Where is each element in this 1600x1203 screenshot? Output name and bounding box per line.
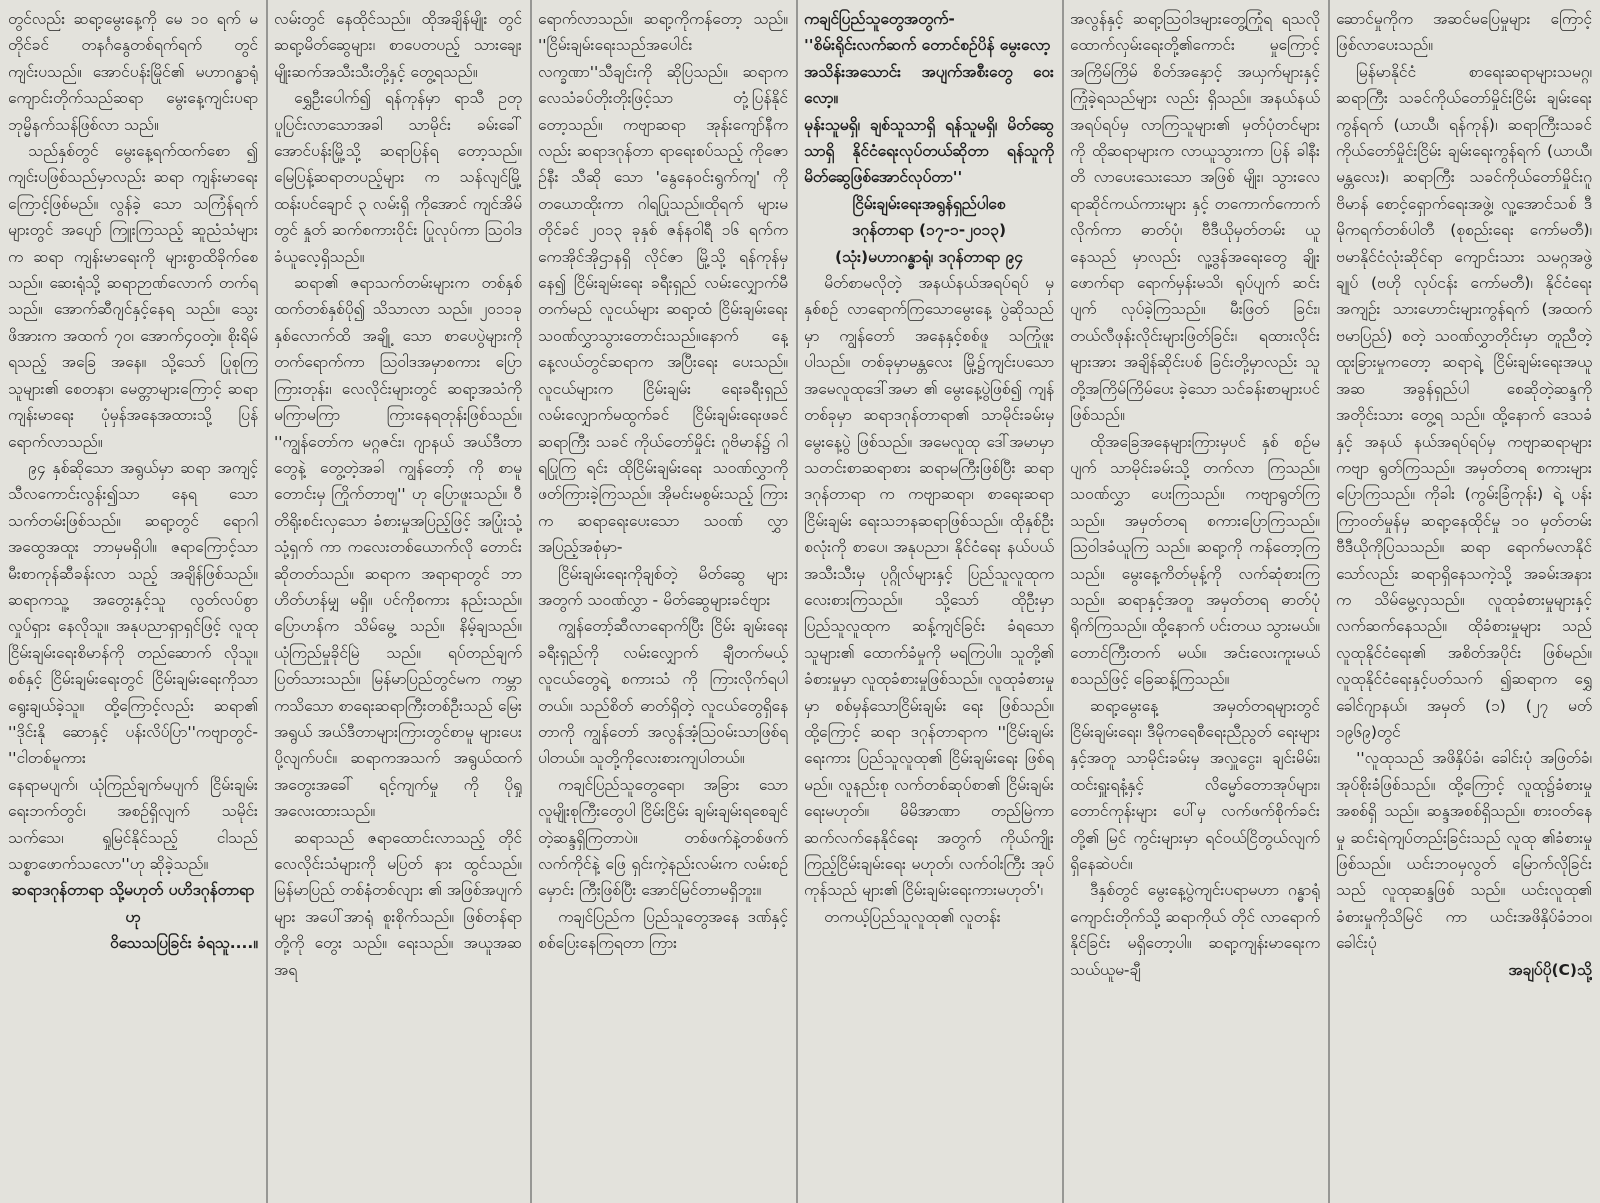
- paragraph: ဆောင်မှုကိုက အဆင်မပြေမှုများ ကြောင့်ဖြစ်လာပေးသည်။: [1336, 10, 1592, 55]
- paragraph: ''လူထုသည် အဖိနှိပ်ခံ၊ ခေါင်းပုံ အဖြတ်ခံ၊ အုပ်စိုးခံဖြစ်သည်။ ထို့ကြောင့် လူထု၌ခံစားမှု အစစ်ရှိ သည်။ ဆန္ဒအစစ်ရှိသည်။ စားဝတ်နေ မှု ဆင်းရဲကျပ်တည်းခြင်းသည် လူထု ၏ခံစားမှုဖြစ်သည်။ ယင်းဘဝမှလွတ် မြောက်လိုခြင်းသည် လူထုဆန္ဒဖြစ် သည်။ ယင်းလူထု၏ ခံစားမှုကိုသိမြင် ကာ ယင်းအဖိနှိပ်ခံဘဝ၊ ခေါင်းပုံ: [1336, 749, 1592, 953]
- column-divider: [1062, 0, 1064, 1203]
- paragraph: တကယ့်ပြည်သူလူထု၏ လူတန်း: [824, 907, 1001, 926]
- text-column-4: [804, 6, 1054, 1196]
- text-column-2: [274, 6, 522, 1196]
- column-heading: ငြိမ်းချမ်းရေးအရွန်ရှည်ပါစေ: [852, 194, 1006, 213]
- paragraph: ဒီနှစ်တွင် မွေးနေ့ပွဲကျင်းပရာမဟာ ဂန္ဓာရုံကျောင်းတိုက်သို့ ဆရာကိုယ် တိုင် လာရောက်နိုင်ခြင်း မရှိတော့ပါ။ ဆရာ့ကျန်းမာရေးက သယ်ယူမ-ချီ: [1070, 881, 1320, 979]
- paragraph: လမ်းတွင် နေထိုင်သည်။ ထိုအချိန်မျိုး တွင် ဆရာ့မိတ်ဆွေများ၊ စာပေတပည့် သားချေး မျိုးဆက်အသီးသီးတို့နှင့် တွေ့ရသည်။: [274, 10, 522, 81]
- column-heading: မုန်းသူမရှိ၊ ချစ်သူသာရှိ ရန်သူမရှိ၊ မိတ်ဆွေသာရှိ နိုင်ငံရေးလုပ်တယ်ဆိုတာ ရန်သူကိုမိတ်ဆွေဖြစ်အောင်လုပ်တာ'': [804, 115, 1054, 187]
- paragraph: တွင်လည်း ဆရာ့မွေးနေ့ကို မေ ၁၀ ရက် မတိုင်ခင် တနင်္ဂနွေတစ်ရက်ရက် တွင် ကျင်းပသည်။ အောင်ပန်းမြိုင်၏ မဟာဂန္ဓာရုံကျောင်းတိုက်သည်ဆရာ မွေးနေ့ကျင်းပရာ ဘုမ္မိနက်သန်ဖြစ်လာ သည်။: [8, 10, 258, 134]
- column-divider: [530, 0, 532, 1203]
- column-heading: အသိန်းအသောင်း အပျက်အစီးတွေ ဝေးလော့။: [804, 62, 1054, 108]
- paragraph: ဆရာသည် ဇရာထောင်းလာသည့် တိုင် လေလိုင်းသံများကို မပြတ် နား ထွင်သည်။ မြန်မာပြည် တစ်နံတစ်လျား ၏ အဖြစ်အပျက်များ အပေါ်အာရုံ စူးစိုက်သည်။ ဖြစ်တန်ရာတို့ကို တွေး သည်။ ရေးသည်။ အယူအဆအရ: [274, 828, 522, 979]
- column-divider: [1328, 0, 1330, 1203]
- paragraph: ရောက်လာသည်။ ဆရာ့ကိုကန်တော့ သည်။ ''ငြိမ်းချမ်းရေးသည်အပေါင်း လက္ခဏာ''သီချင်းကို ဆိုပြသည်။ ဆရာက လေသံခပ်တိုးတိုးဖြင့်သာ တုံ့ပြန်နိုင်တော့သည်။ ကဗျာဆရာ အုန်းကျော်နီကလည်း ဆရာဒဂုန်တာ ရာရေးစပ်သည့် ကိုဇောဉ်နီး သီဆို သော 'နွေနေဝင်းရွက်ကျ' ကို တယောထိုးကာ ဂါရပြုသည်။ထိုရက် များမတိုင်ခင် ၂၀၁၃ ခုနှစ် ဇန်နဝါရီ ၁၆ ရက်က ကေအိုင်အိုဌာနရှိ လိုင်ဇာ မြို့သို့ ရန်ကုန်မှနေ၍ ငြိမ်းချမ်းရေး ခရီးရှည် လမ်းလျှောက်မီတက်မည် လူငယ်များ ဆရာ့ထံ ငြိမ်းချမ်းရေး သဝဏ်လွှာသွားတောင်းသည်။နောက် နေ့ နေ့လယ်တွင်ဆရာက အပြီးရေး ပေးသည်။ လူငယ်များက ငြိမ်းချမ်း ရေးခရီးရှည် လမ်းလျှောက်မထွက်ခင် ငြိမ်းချမ်းရေးဖခင်ဆရာကြီး သခင် ကိုယ်တော်မှိုင်း ဂူဗိမာန်၌ ဂါရပြုကြ ရင်း ထိုငြိမ်းချမ်းရေး သဝဏ်လွှာကို ဖတ်ကြားခဲ့ကြသည်။ အိုမင်းမစွမ်းသည့် ကြားက ဆရာရေးပေးသော သဝဏ် လွှာအပြည့်အစုံမှာ-: [538, 10, 788, 557]
- text-column-5: [1070, 6, 1320, 1196]
- paragraph: ထိုအခြေအနေများကြားမှပင် နှစ် စဉ်မပျက် သာမိုင်းခမ်းသို့ တက်လာ ကြသည်။ သဝဏ်လွှာ ပေးကြသည်။ ကဗျာရွတ်ကြသည်။ အမှတ်တရ စကားပြောကြသည်။ ဩဝါဒခံယူကြ သည်။ ဆရာ့ကို ကန်တော့ကြသည်။ မွေးနေ့ကိတ်မုန့်ကို လက်ဆုံစားကြ သည်။ ဆရာနှင့်အတူ အမှတ်တရ ဓာတ်ပုံ ရိုက်ကြသည်။ ထို့နောက် ပင်းတယ သွားမယ်။ တောင်ကြီးတက် မယ်။ အင်းလေးကူးမယ် စသည်ဖြင့် ခြေဆန့်ကြသည်။: [1070, 432, 1320, 689]
- paragraph: ကျွန်တော့်ဆီလာရောက်ပြီး ငြိမ်း ချမ်းရေးခရီးရှည်ကို လမ်းလျှောက် ချီတက်မယ့် လူငယ်တွေရဲ့ စကားသံ ကို ကြားလိုက်ရပါတယ်။ သည်စိတ် ဓာတ်ရှိတဲ့ လူငယ်တွေရှိနေတာကို ကျွန်တော် အလွန်အံ့သြဝမ်းသာဖြစ်ရ ပါတယ်။ သူတို့ကိုလေးစားကျပါတယ်။: [538, 617, 788, 768]
- paragraph: ၉၄ နှစ်ဆိုသော အရွယ်မှာ ဆရာ အကျင့်သီလကောင်းလွန်း၍သာ နေရ သောသက်တမ်းဖြစ်သည်။ ဆရာ့တွင် ရောဂါ အထွေအထူး ဘာမှမရှိပါ။ ဇရာကြောင့်သာ မီးစာကုန်ဆီခန်းလာ သည့် အချိန်ဖြစ်သည်။ ဆရာကသူ့ အတွေးနှင့်သူ လွတ်လပ်စွာ လှုပ်ရှား နေလိုသူ။ အနုပညာရှာရှင်ဖြင့် လူထု ငြိမ်းချမ်းရေးစိမာန်ကို တည်ဆောက် လိုသူ။ စစ်နှင့် ငြိမ်းချမ်းရေးတွင် ငြိမ်းချမ်းရေးကိုသာ ရွေးချယ်ခဲ့သူ။ ထို့ကြောင့်လည်း ဆရာ၏ ''ဒိုင်းနို ဆောနှင့် ပန်းလိပ်ပြာ''ကဗျာတွင်- ''ငါတစ်မူကား: [8, 458, 258, 768]
- column-divider: [796, 0, 798, 1203]
- column-heading: ဝိသေသပြခြင်း ခံရသူ....။: [109, 934, 258, 953]
- paragraph: မိတ်စာမလိုတဲ့ အနယ်နယ်အရပ်ရပ် မှ နှစ်စဉ် လာရောက်ကြသောမွေးနေ့ ပွဲဆိုသည်မှာ ကျွန်တော် အနေနှင့်စစ်ဖူ သကြုံဖူးပါသည်။ တစ်ခုမှာမန္တလေး မြို့၌ကျင်းပသော အမေလူထုဒေါ်အမာ ၏ မွေးနေ့ပွဲဖြစ်၍ ကျန်တစ်ခုမှာ ဆရာဒဂုန်တာရာ၏ သာမိုင်းခမ်းမှ မွေးနေ့ပွဲ ဖြစ်သည်။ အမေလူထု ဒေါ်အမာမှာ သတင်းစာဆရာစား ဆရာမကြီးဖြစ်ပြီး ဆရာဒဂုန်တာရာ က ကဗျာဆရာ၊ စာရေးဆရာငြိမ်းချမ်း ရေးသဘနဆရာဖြစ်သည်။ ထိုနှစ်ဦး စလုံးကို စာပေ၊ အနုပညာ၊ နိုင်ငံရေး နယ်ပယ်အသီးသီးမှ ပုဂ္ဂိုလ်များနှင့် ပြည်သူလူထုက လေးစားကြသည်။ သို့သော် ထိုဦးမှာ ပြည်သူလူထုက ဆန့်ကျင်ခြင်း ခံရသောသူများ၏ ထောက်ခံမှုကို မရကြပါ။ သူတို့၏ ခံစားမှုမှာ လူထုခံစားမှုဖြစ်သည်။ လူထုခံစားမှုမှာ စစ်မှန်သောငြိမ်းချမ်း ရေး ဖြစ်သည်။ ထို့ကြောင့် ဆရာ ဒဂုန်တာရာက ''ငြိမ်းချမ်းရေးကား ပြည်သူလူထု၏ ငြိမ်းချမ်းရေး ဖြစ်ရ မည်။ လူနည်းစု လက်တစ်ဆုပ်စာ၏ ငြိမ်းချမ်းရေးမဟုတ်။ မိမိအာဏာ တည်မြဲကာ ဆက်လက်နေနိုင်ရေး အတွက် ကိုယ်ကျိုးကြည့်ငြိမ်းချမ်းရေး မဟုတ်၊ လက်ဝါးကြီး အုပ်ကုန်သည် များ၏ ငြိမ်းချမ်းရေးကားမဟုတ်'၊: [804, 274, 1054, 900]
- column-heading: ဆရာဒဂုန်တာရာ သို့မဟုတ် ပဟိဒဂုန်တာရာဟု: [11, 881, 255, 926]
- paragraph: သည်နှစ်တွင် မွေးနေ့ရက်ထက်စော ၍ ကျင်းပဖြစ်သည်မှာလည်း ဆရာ ကျန်းမာရေးကြောင့်ဖြစ်မည်။ လွန်ခဲ့ သော သကြံန်ရက်များတွင် အပျော် ကြူးကြသည့် ဆူညံသံများက ဆရာ ကျန်းမာရေးကို များစွာထိခိုက်စေ သည်။ ဆေးရုံသို့ ဆရာဉာဏ်လောက် တက်ရသည်။ အောက်ဆီဂျင်နှင့်နေရ သည်။ သွေးဖိအားက အထက် ၇၀၊ အောက်၄၀တဲ့။ စိုးရိမ်ရသည့် အခြေ အနေ။ သို့သော် ပြုစုကြသူများ၏ စေတနာ၊ မေတ္တာများကြောင့် ဆရာ ကျန်းမာရေး ပုံမှန်အနေအထားသို့ ပြန်ရောက်လာသည်။: [8, 142, 258, 451]
- paragraph: ကချင်ပြည်က ပြည်သူတွေအနေ ဒဏ်နှင့် စစ်ပြေးနေကြရတာ ကြား: [538, 907, 788, 953]
- column-divider: [266, 0, 268, 1203]
- paragraph: ငြိမ်းချမ်းရေးကိုချစ်တဲ့ မိတ်ဆွေ များအတွက် သဝဏ်လွှာ - မိတ်ဆွေများခင်ဗျား: [538, 564, 788, 609]
- paragraph: ကချင်ပြည်သူတွေရော၊ အခြား သော လူမျိုးစုကြီးတွေပါ ငြိမ်းငြိမ်း ချမ်းချမ်းရစေချင်တဲ့ဆန္ဒရှိကြတာပဲ။ တစ်ဖက်နဲ့တစ်ဖက် လက်ကိုင်နဲ့ ဖြေ ရှင်းကဲ့နည်းလမ်းက လမ်းစဉ်မှောင်း ကြီးဖြစ်ပြီး အောင်မြင်တာမရှိဘူး။: [538, 775, 788, 900]
- column-heading: (သုံး)မဟာဂန္ဓာရုံ၊ ဒဂုန်တာရာ ၉၄: [835, 247, 1023, 266]
- column-heading: ''စိမ်းရိုင်းလက်ဆက် တောင်စဉ်ပိန် မွေးလော့: [804, 36, 1051, 55]
- paragraph: ဆရာ့မွေးနေ့ အမှတ်တရများတွင် ငြိမ်းချမ်းရေး၊ ဒီမိုကရေစီရေးညီညွတ် ရေးများနှင့်အတူ သာမိုင်းခမ်းမှ အလှူငွေး၊ ချင်းမိမ်း၊ ထင်းရှူးရနံ့နှင့် လိမ္မော်တောအုပ်များ၊ တောင်ကုန်းများ ပေါ်မှ လက်ဖက်စိုက်ခင်းတို့၏ မြင် ကွင်းများမှာ ရင်ဝယ်ငြိတွယ်လျက် ရှိနေဆဲပင်။: [1070, 696, 1320, 873]
- text-column-3: [538, 6, 788, 1196]
- column-heading: ကချင်ပြည်သူတွေအတွက်-: [804, 10, 955, 28]
- text-column-6: [1336, 6, 1592, 1196]
- text-column-1: [8, 6, 258, 1196]
- paragraph: နေရာမပျက်၊ ယုံကြည်ချက်မပျက် ငြိမ်းချမ်းရေးဘက်တွင်၊ အစဉ်ရှိလျက် သမိုင်းသက်သေ၊ ရှုမြင်နိုင်သည့် ငါသည် သစ္စာဖောက်သလော''ဟု ဆိုခဲ့သည်။: [8, 775, 258, 873]
- paragraph: မြန်မာနိုင်ငံ စာရေးဆရာများသမဂ္ဂ၊ ဆရာကြီး သခင်ကိုယ်တော်မှိုင်းငြိမ်း ချမ်းရေးကွန်ရက် (ယာယီ၊ ရန်ကုန်)၊ ဆရာကြီးသခင် ကိုယ်တော်မှိုင်းငြိမ်း ချမ်းရေးကွန်ရက် (ယာယီ၊ မန္တလေး)၊ ဆရာကြီး သခင်ကိုယ်တော်မှိုင်းဂူဗိမာန် စောင့်ရှောက်ရေးအဖွဲ့၊ လူ့အောင်သစ် ဒီမိုကရက်တစ်ပါတီ (စုစည်းရေး ကော်မတီ)၊ ဗမာနိုင်ငံလုံးဆိုင်ရာ ကျောင်းသား သမဂ္ဂအဖွဲ့ချုပ် (ဗဟို လုပ်ငန်း ကော်မတီ)၊ နိုင်ငံရေးအကျဉ်း သားဟောင်းများကွန်ရက် (အထက် ဗမာပြည်) စတဲ့ သဝဏ်လွှာတိုင်းမှာ တူညီတဲ့ထူးခြားမှုကတော့ ဆရာရဲ့ ငြိမ်းချမ်းရေးအယူအဆ အခွန်ရှည်ပါ စေဆိုတဲ့ဆန္ဒကို အတိုင်းသား တွေ့ရ သည်။ ထို့နောက် ဒေသခံနှင့် အနယ် နယ်အရပ်ရပ်မှ ကဗျာဆရာများကဗျာ ရွတ်ကြသည်။ အမှတ်တရ စကားများ ပြောကြသည်။ ကိုခါး (ကွမ်းခြံကုန်း) ရဲ့ ပန်းကြာဝတ်မှုန်မှ ဆရာ့နေထိုင်မှု ၁၀ မှတ်တမ်း ဗီဒီယိုကိုပြသသည်။ ဆရာ ရောက်မလာနိုင်သော်လည်း ဆရာရှိနေသကဲ့သို့ အခမ်းအနားက သိမ်မွေ့လှသည်။ လူထုခံစားမှုများနှင့် လက်ဆက်နေသည်။ ထိုခံစားမှုများ သည် လူထုနိုင်ငံရေး၏ အစိတ်အပိုင်း ဖြစ်မည်။ လူထုနိုင်ငံရေးနှင့်ပတ်သက် ၍ဆရာက ရွှေခေါင်ဂျာနယ်၊ အမှတ် (၁) (၂၇ မတ် ၁၉၆၉)တွင်: [1336, 62, 1592, 741]
- paragraph: အလွန်နှင့် ဆရာ့ဩဝါဒများတွေ့ကြုံရ ရသလို ထောက်လှမ်းရေးတို့၏ကောင်း မှုကြောင့်အကြိမ်ကြိမ် စိတ်အနှောင့် အယှက်များနှင့် ကြုံခဲ့ရသည်များ လည်း ရှိသည်။ အနယ်နယ်အရပ်ရပ်မှ လာကြသူများ၏ မှတ်ပုံတင်များကို ထိုဆရာများက လာယူသွားကာ ပြန် ခါနီးတိ လာပေးသေးသော အဖြစ် မျိုး၊ သွားလေရာဆိုင်ကယ်ကားများ နှင့် တကောက်ကောက်လိုက်ကာ ဓာတ်ပုံ၊ ဗီဒီယိုမှတ်တမ်း ယူနေသည် မှာလည်း လူ့ဒွန်အရေးတွေ ချိုး ဖောက်ရာ ရောက်မှန်းမသိ၊ ရုပ်ပျက် ဆင်းပျက် လုပ်ခဲ့ကြသည်။ မီးဖြတ် ခြင်း၊ တယ်လီဖုန်းလိုင်းများဖြတ်ခြင်း၊ ရထားလိုင်းများအား အချိန်ဆိုင်းပစ် ခြင်းတို့မှာလည်း သူတို့အကြိမ်ကြိမ်ပေး ခဲ့သော သင်ခန်းစာများပင်ဖြစ်သည်။: [1070, 10, 1320, 425]
- paragraph: အချပ်ပို(C)သို့: [1508, 960, 1592, 979]
- paragraph: ဆရာ၏ ဇရာသက်တမ်းများက တစ်နှစ်ထက်တစ်နှစ်ပို၍ သိသာလာ သည်။ ၂၀၁၁ခုနှစ်လောက်ထိ အချို့ သော စာပေပွဲများကို တက်ရောက်ကာ ဩဝါဒအမှာစကား ပြောကြားတုန်း၊ လေလိုင်းများတွင် ဆရာ့အသံကို မကြာမကြာ ကြားနေရတုန်းဖြစ်သည်။ ''ကျွန်တော်က မဂ္ဂဇင်း၊ ဂျာနယ် အယ်ဒီတာတွေနဲ့ တွေ့တဲ့အခါ ကျွန်တော့် ကို စာမူတောင်းမှ ကြိုက်တာဗျ'' ဟု ပြောဖူးသည်။ ဝီတိရိုးစင်းလှသော ခံစားမှုအပြည့်ဖြင့် အပြုံးသုံ့သုံ့ရှက် ကာ ကလေးတစ်ယောက်လို တောင်း ဆိုတတ်သည်။ ဆရာက အရာရာတွင် ဘာဟိတ်ဟန်မျှ မရှိ။ ပင်ကိုစကား နည်းသည်။ ပြောဟန်က သိမ်မွေ့ သည်။ နိမ့်ချသည်။ ယုံကြည်မှုခိုင်မြဲ သည်။ ရပ်တည်ချက် ပြတ်သားသည်။ မြန်မာပြည်တွင်မက ကမ္ဘာကသိသော စာရေးဆရာကြီးတစ်ဦးသည် မြေး အရွယ် အယ်ဒီတာများကြားတွင်စာမူ များပေးပို့လျက်ပင်။ ဆရာကအသက် အရွယ်ထက် အတွေးအခေါ် ရင့်ကျက်မှု ကို ပိုရှုအလေးထားသည်။: [274, 274, 522, 821]
- paragraph: ရွှေဦးပေါက်၍ ရန်ကုန်မှာ ရာသီ ဥတု ပူပြင်းလာသောအခါ သာမိုင်း ခမ်းခေါ် အောင်ပန်းမြို့သို့ ဆရာပြန်ရ တော့သည်။ မြေပြန့်ဆရာတပည့်များ က သန်လျင်မြို့ ထန်းပင်ချောင် ၃ လမ်းရှိ ကိုအောင် ကျင်အိမ်တွင် နှုတ် ဆက်စကားဝိုင်း ပြုလုပ်ကာ ဩဝါဒ ခံယူလေ့ရှိသည်။: [274, 89, 522, 266]
- column-heading: ဒဂုန်တာရာ (၁၇-၁-၂၀၁၃): [851, 221, 1007, 240]
